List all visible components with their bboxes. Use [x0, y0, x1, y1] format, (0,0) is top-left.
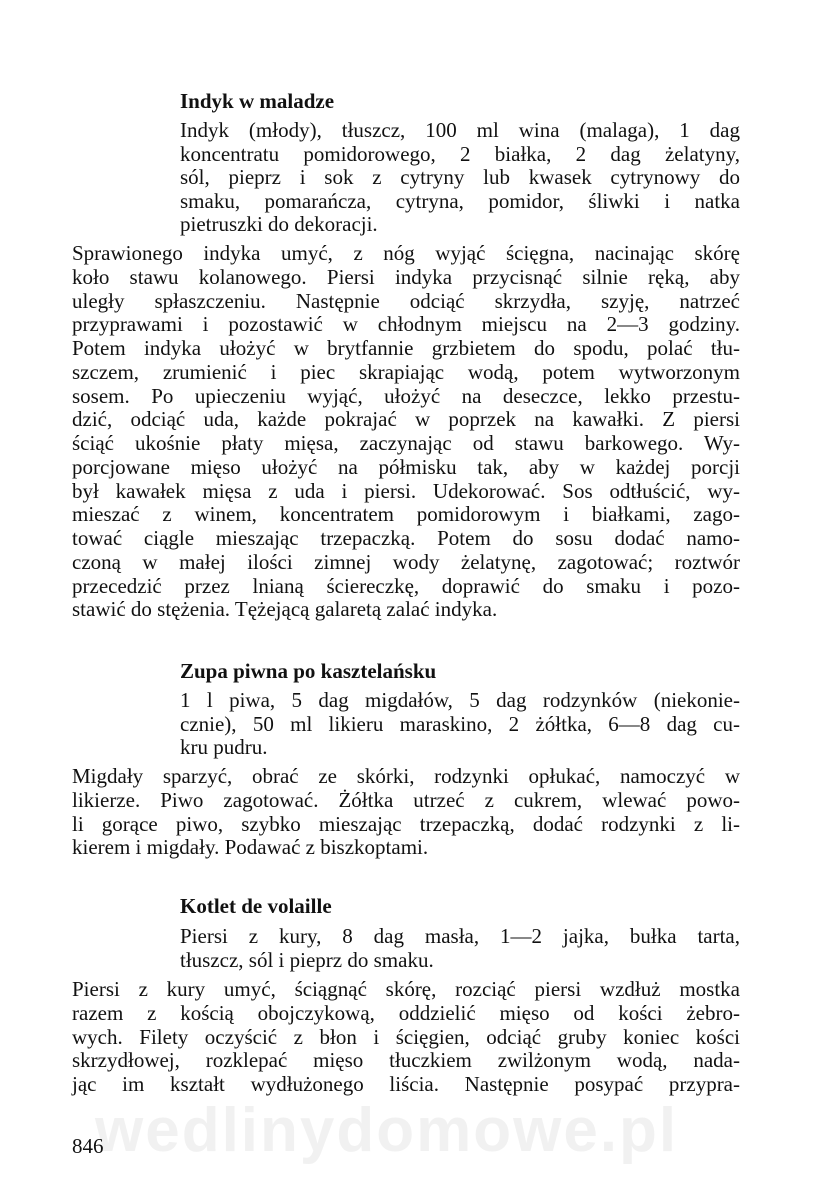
ingredients-line: Indyk (młody), tłuszcz, 100 ml wina (malaga), 1 dag	[180, 118, 740, 142]
instructions-line: przecedzić przez lnianą ściereczkę, doprawić do smaku i pozo-	[72, 573, 740, 598]
ingredients-block	[180, 119, 740, 237]
instructions-line: stawić do stężenia. Tężejącą galaretą zalać indyka.	[72, 597, 498, 622]
recipe-title: Indyk w maladze	[180, 89, 335, 113]
ingredients-block	[180, 925, 740, 972]
instructions-line: likierze. Piwo zagotować. Żółtka utrzeć z cukrem, wlewać powo-	[72, 787, 740, 812]
instructions-block	[72, 242, 740, 622]
instructions-line: tować ciągle mieszając trzepaczką. Potem do sosu dodać namo-	[72, 526, 740, 550]
instructions-line: wych. Filety oczyścić z błon i ścięgien, odciąć gruby koniec kości	[72, 1024, 740, 1049]
ingredients-line: cznie), 50 ml likieru maraskino, 2 żółtka, 6—8 dag cu-	[180, 711, 740, 736]
instructions-line: Piersi z kury umyć, ściągnąć skórę, rozciąć piersi wzdłuż mostka	[72, 977, 740, 1001]
ingredients-line: pietruszki do dekoracji.	[180, 212, 378, 237]
instructions-line: skrzydłowej, rozklepać mięso tłuczkiem zwilżonym wodą, nada-	[72, 1048, 740, 1073]
instructions-line: kierem i migdały. Podawać z biszkoptami.	[72, 835, 429, 860]
recipe-title: Kotlet de volaille	[180, 894, 332, 918]
instructions-line: mieszać z winem, koncentratem pomidorowym i białkami, zago-	[72, 502, 740, 527]
instructions-line: li gorące piwo, szybko mieszając trzepaczką, dodać rodzynki z li-	[72, 811, 740, 836]
instructions-line: szczem, zrumienić i piec skrapiając wodą, potem wytworzonym	[72, 359, 740, 384]
instructions-line: Potem indyka ułożyć w brytfannie grzbietem do spodu, polać tłu-	[72, 336, 740, 360]
page-number: 846	[72, 1134, 104, 1158]
instructions-line: ściąć ukośnie płaty mięsa, zaczynając od stawu barkowego. Wy-	[72, 431, 740, 455]
instructions-line: Migdały sparzyć, obrać ze skórki, rodzynki opłukać, namoczyć w	[72, 764, 740, 788]
instructions-line: koło stawu kolanowego. Piersi indyka przycisnąć silnie ręką, aby	[72, 264, 740, 289]
ingredients-line: Piersi z kury, 8 dag masła, 1—2 jajka, bułka tarta,	[180, 924, 740, 948]
recipe-title: Zupa piwna po kasztelańsku	[180, 659, 437, 683]
instructions-block	[72, 765, 740, 860]
ingredients-line: kru pudru.	[180, 735, 268, 760]
instructions-block	[72, 978, 740, 1097]
instructions-line: dzić, odciąć uda, każde pokrajać w poprzek na kawałki. Z piersi	[72, 407, 740, 432]
instructions-line: przyprawami i pozostawić w chłodnym miejscu na 2—3 godziny.	[72, 312, 740, 337]
watermark: wedlinydomowe.pl	[95, 1096, 679, 1165]
instructions-line: Sprawionego indyka umyć, z nóg wyjąć ścięgna, nacinając skórę	[72, 241, 740, 265]
instructions-line: uległy spłaszczeniu. Następnie odciąć skrzydła, szyję, natrzeć	[72, 288, 740, 313]
ingredients-line: smaku, pomarańcza, cytryna, pomidor, śliwki i natka	[180, 188, 740, 213]
ingredients-block	[180, 689, 740, 760]
instructions-line: był kawałek mięsa z uda i piersi. Udekorować. Sos odtłuścić, wy-	[72, 478, 740, 503]
ingredients-line: 1 l piwa, 5 dag migdałów, 5 dag rodzynków (niekonie-	[180, 688, 740, 712]
ingredients-line: koncentratu pomidorowego, 2 białka, 2 dag żelatyny,	[180, 141, 740, 166]
instructions-line: razem z kością obojczykową, oddzielić mięso od kości żebro-	[72, 1000, 740, 1025]
instructions-line: czoną w małej ilości zimnej wody żelatynę, zagotować; roztwór	[72, 549, 740, 574]
instructions-line: jąc im kształt wydłużonego liścia. Następnie posypać przypra-	[72, 1072, 740, 1096]
instructions-line: sosem. Po upieczeniu wyjąć, ułożyć na deseczce, lekko przestu-	[72, 383, 740, 408]
ingredients-line: sól, pieprz i sok z cytryny lub kwasek cytrynowy do	[180, 165, 740, 190]
ingredients-line: tłuszcz, sól i pieprz do smaku.	[180, 947, 434, 972]
instructions-line: porcjowane mięso ułożyć na półmisku tak, aby w każdej porcji	[72, 454, 740, 479]
